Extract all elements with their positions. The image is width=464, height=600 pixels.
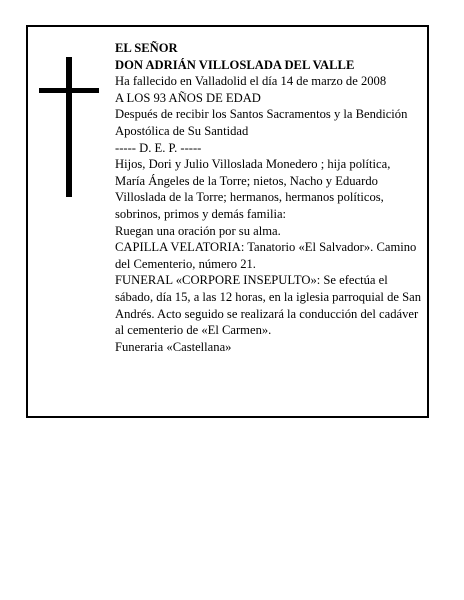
chapel-info: CAPILLA VELATORIA: Tanatorio «El Salvador». Camino del Cementerio, número 21. [115, 240, 417, 271]
funeral-home: Funeraria «Castellana» [115, 339, 232, 354]
age-line: A LOS 93 AÑOS DE EDAD [115, 90, 261, 105]
cross-horizontal-bar [39, 88, 99, 93]
notice-heading: EL SEÑOR [115, 41, 178, 55]
death-line: Ha fallecido en Valladolid el día 14 de marzo de 2008 [115, 74, 387, 89]
notice-text [115, 40, 423, 355]
funeral-info: FUNERAL «CORPORE INSEPULTO»: Se efectúa el sábado, día 15, a las 12 horas, en la iglesia parroquial de San Andrés. Acto seguido se realizará la conducción del cadáver al cementerio de «El Carmen». [115, 273, 422, 338]
prayer-request: Ruegan una oración por su alma. [115, 223, 281, 238]
sacraments-line: Después de recibir los Santos Sacramentos y la Bendición Apostólica de Su Santidad [115, 107, 408, 138]
cross-vertical-bar [66, 57, 72, 197]
rip-line: ----- D. E. P. ----- [115, 140, 202, 155]
latin-cross-icon [39, 57, 99, 197]
deceased-name: DON ADRIÁN VILLOSLADA DEL VALLE [115, 57, 355, 72]
family-paragraph: Hijos, Dori y Julio Villoslada Monedero ; hija política, María Ángeles de la Torre; nietos, Nacho y Eduardo Villoslada de la Torre; hermanos, hermanos políticos, sobrinos, primos y demás familia: [115, 157, 391, 221]
obituary-notice [26, 25, 429, 418]
